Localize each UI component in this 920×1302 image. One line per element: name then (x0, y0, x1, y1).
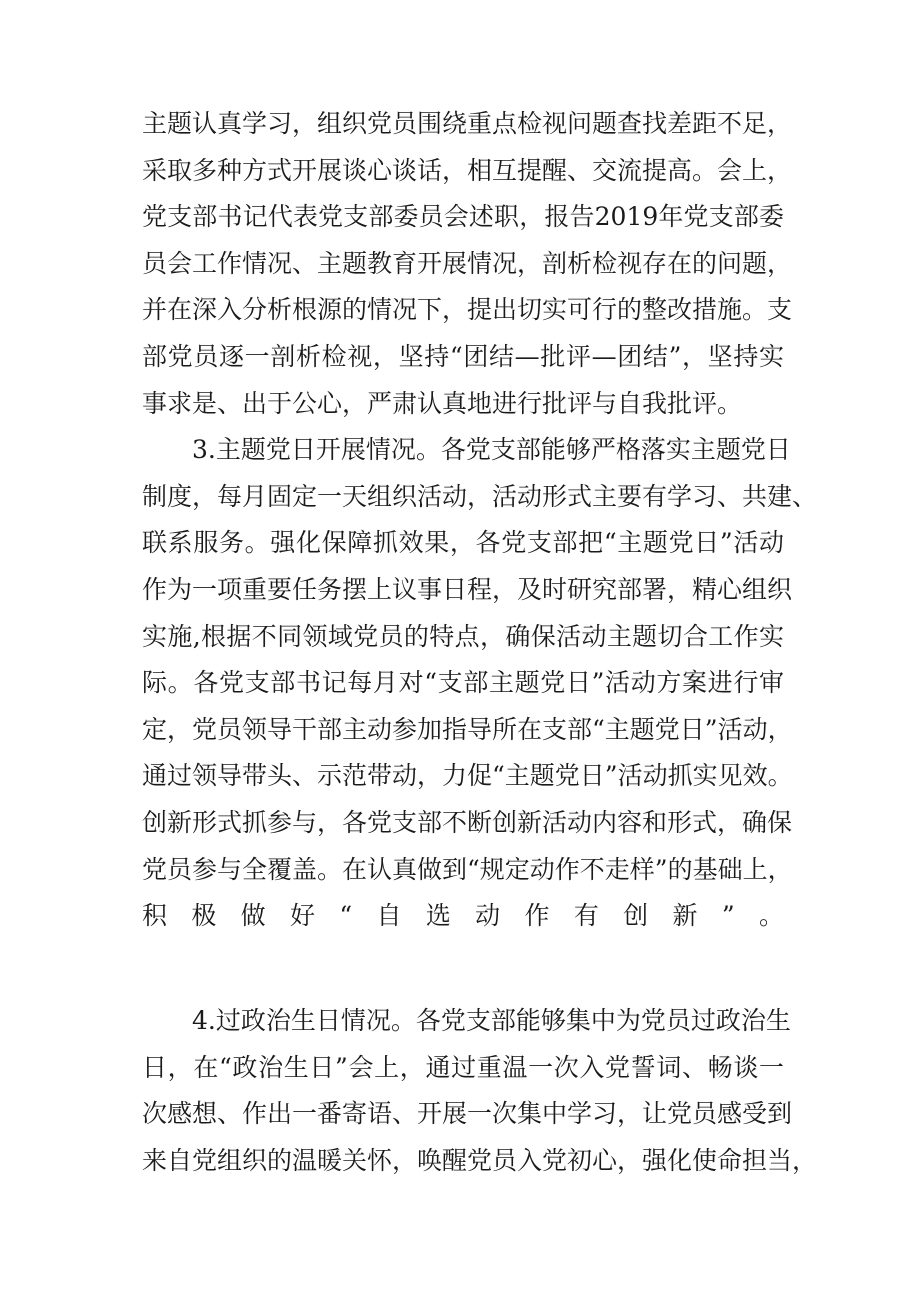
paragraph-spacing (142, 986, 784, 998)
paragraph-2 (142, 427, 818, 986)
text-line: 制度，每月固定一天组织活动，活动形式主要有学习、共建、 (142, 481, 818, 511)
text-line: 作为一项重要任务摆上议事日程，及时研究部署，精心组织 (142, 574, 793, 604)
text-line: 党支部书记代表党支部委员会述职，报告2019年党支部委 (142, 202, 784, 232)
text-line: 实施,根据不同领域党员的特点，确保活动主题切合工作实 (142, 621, 784, 651)
paragraph-1 (142, 101, 793, 427)
text-line: 际。各党支部书记每月对“支部主题党日”活动方案进行审 (142, 668, 784, 698)
text-line: 来自党组织的温暖关怀，唤醒党员入党初心，强化使命担当， (142, 1146, 818, 1176)
text-line: 创新形式抓参与，各党支部不断创新活动内容和形式，确保 (142, 807, 793, 837)
text-line: 积极做好“自选动作有创新”。 (142, 901, 784, 931)
text-line: 部党员逐一剖析检视，坚持“团结—批评—团结”，坚持实 (142, 341, 784, 371)
text-line: 并在深入分析根源的情况下，提出切实可行的整改措施。支 (142, 295, 793, 325)
text-line: 事求是、出于公心，严肃认真地进行批评与自我批评。 (142, 388, 743, 418)
text-line: 4.过政治生日情况。各党支部能够集中为党员过政治生 (192, 1006, 791, 1036)
text-line: 主题认真学习，组织党员围绕重点检视问题查找差距不足， (142, 109, 793, 138)
text-line: 采取多种方式开展谈心谈话，相互提醒、交流提高。会上， (142, 155, 793, 185)
document-body (142, 101, 818, 1185)
text-line: 3.主题党日开展情况。各党支部能够严格落实主题党日 (192, 435, 791, 465)
text-line: 定，党员领导干部主动参加指导所在支部“主题党日”活动， (142, 714, 793, 744)
text-line (142, 940, 784, 987)
text-line: 员会工作情况、主题教育开展情况，剖析检视存在的问题， (142, 248, 793, 278)
text-line: 次感想、作出一番寄语、开展一次集中学习，让党员感受到 (142, 1099, 793, 1129)
text-line: 党员参与全覆盖。在认真做到“规定动作不走样”的基础上， (142, 854, 793, 884)
paragraph-3 (142, 998, 818, 1184)
text-line: 日，在“政治生日”会上，通过重温一次入党誓词、畅谈一 (142, 1052, 784, 1082)
text-line: 通过领导带头、示范带动，力促“主题党日”活动抓实见效。 (142, 761, 793, 791)
text-line: 联系服务。强化保障抓效果，各党支部把“主题党日”活动 (142, 528, 784, 558)
